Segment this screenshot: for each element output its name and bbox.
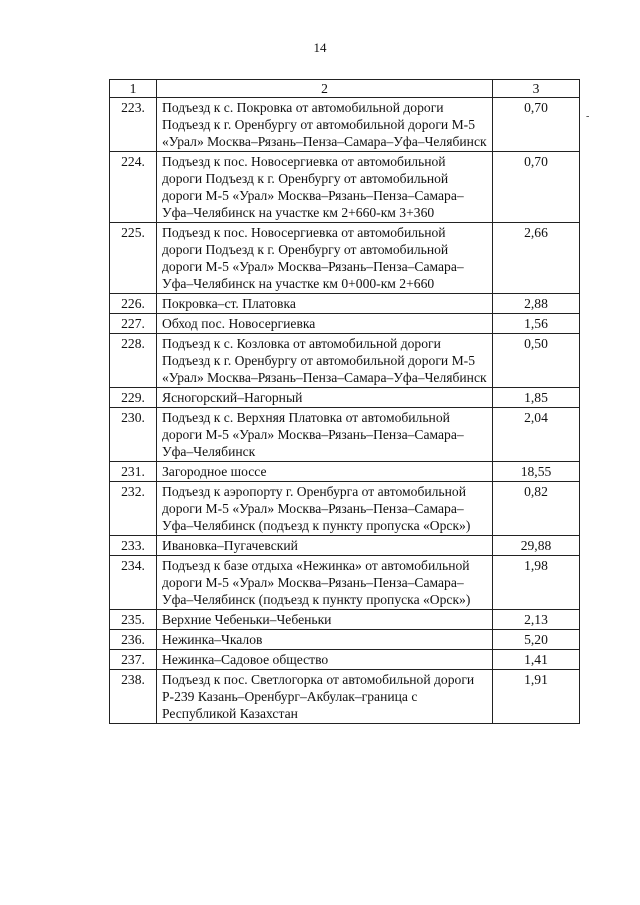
road-name: Нежинка–Чкалов bbox=[157, 630, 493, 650]
road-length: 2,04 bbox=[493, 408, 580, 462]
road-length: 29,88 bbox=[493, 536, 580, 556]
table-row bbox=[110, 294, 580, 314]
road-name: Подъезд к с. Покровка от автомобильной дороги Подъезд к г. Оренбургу от автомобильной дороги М-5 «Урал» Москва–Рязань–Пенза–Самара–Уфа–Челябинск bbox=[157, 98, 493, 152]
road-name: Ясногорский–Нагорный bbox=[157, 388, 493, 408]
table-header-row bbox=[110, 80, 580, 98]
road-length: 2,13 bbox=[493, 610, 580, 630]
table-row bbox=[110, 610, 580, 630]
table-row bbox=[110, 408, 580, 462]
row-number: 230. bbox=[110, 408, 157, 462]
row-number: 223. bbox=[110, 98, 157, 152]
table-row bbox=[110, 630, 580, 650]
table-row bbox=[110, 670, 580, 724]
header-col-3: 3 bbox=[493, 80, 580, 98]
road-name: Покровка–ст. Платовка bbox=[157, 294, 493, 314]
table-row bbox=[110, 314, 580, 334]
road-name: Обход пос. Новосергиевка bbox=[157, 314, 493, 334]
table-row bbox=[110, 536, 580, 556]
road-length: 2,66 bbox=[493, 223, 580, 294]
row-number: 232. bbox=[110, 482, 157, 536]
roads-table bbox=[109, 79, 580, 724]
road-length: 0,70 bbox=[493, 152, 580, 223]
row-number: 234. bbox=[110, 556, 157, 610]
road-length: 5,20 bbox=[493, 630, 580, 650]
road-name: Подъезд к с. Козловка от автомобильной дороги Подъезд к г. Оренбургу от автомобильной дороги М-5 «Урал» Москва–Рязань–Пенза–Самара–Уфа–Челябинск bbox=[157, 334, 493, 388]
road-name: Верхние Чебеньки–Чебеньки bbox=[157, 610, 493, 630]
road-name: Подъезд к пос. Светлогорка от автомобильной дороги Р-239 Казань–Оренбург–Акбулак–граница с Республикой Казахстан bbox=[157, 670, 493, 724]
table-row bbox=[110, 223, 580, 294]
row-number: 227. bbox=[110, 314, 157, 334]
road-length: 18,55 bbox=[493, 462, 580, 482]
table-row bbox=[110, 462, 580, 482]
table-row bbox=[110, 482, 580, 536]
road-length: 1,56 bbox=[493, 314, 580, 334]
table-row bbox=[110, 334, 580, 388]
road-name: Загородное шоссе bbox=[157, 462, 493, 482]
stray-mark: - bbox=[586, 111, 590, 122]
road-name: Подъезд к с. Верхняя Платовка от автомобильной дороги М-5 «Урал» Москва–Рязань–Пенза–Самара–Уфа–Челябинск bbox=[157, 408, 493, 462]
row-number: 231. bbox=[110, 462, 157, 482]
road-length: 1,85 bbox=[493, 388, 580, 408]
header-col-1: 1 bbox=[110, 80, 157, 98]
row-number: 236. bbox=[110, 630, 157, 650]
row-number: 228. bbox=[110, 334, 157, 388]
row-number: 225. bbox=[110, 223, 157, 294]
table-row bbox=[110, 650, 580, 670]
road-name: Подъезд к аэропорту г. Оренбурга от автомобильной дороги М-5 «Урал» Москва–Рязань–Пенза–Самара–Уфа–Челябинск (подъезд к пункту пропуска «Орск») bbox=[157, 482, 493, 536]
road-length: 1,41 bbox=[493, 650, 580, 670]
row-number: 237. bbox=[110, 650, 157, 670]
road-length: 0,70 bbox=[493, 98, 580, 152]
table-row bbox=[110, 98, 580, 152]
road-name: Подъезд к пос. Новосергиевка от автомобильной дороги Подъезд к г. Оренбургу от автомобильной дороги М-5 «Урал» Москва–Рязань–Пенза–Самара–Уфа–Челябинск на участке км 0+000-км 2+660 bbox=[157, 223, 493, 294]
row-number: 233. bbox=[110, 536, 157, 556]
row-number: 238. bbox=[110, 670, 157, 724]
road-name: Подъезд к пос. Новосергиевка от автомобильной дороги Подъезд к г. Оренбургу от автомобильной дороги М-5 «Урал» Москва–Рязань–Пенза–Самара–Уфа–Челябинск на участке км 2+660-км 3+360 bbox=[157, 152, 493, 223]
road-length: 0,82 bbox=[493, 482, 580, 536]
table-row bbox=[110, 388, 580, 408]
road-length: 2,88 bbox=[493, 294, 580, 314]
road-length: 1,91 bbox=[493, 670, 580, 724]
road-length: 0,50 bbox=[493, 334, 580, 388]
road-name: Подъезд к базе отдыха «Нежинка» от автомобильной дороги М-5 «Урал» Москва–Рязань–Пенза–Самара–Уфа–Челябинск (подъезд к пункту пропуска «Орск») bbox=[157, 556, 493, 610]
row-number: 226. bbox=[110, 294, 157, 314]
header-col-2: 2 bbox=[157, 80, 493, 98]
row-number: 224. bbox=[110, 152, 157, 223]
row-number: 229. bbox=[110, 388, 157, 408]
row-number: 235. bbox=[110, 610, 157, 630]
table-row bbox=[110, 152, 580, 223]
road-length: 1,98 bbox=[493, 556, 580, 610]
road-name: Ивановка–Пугачевский bbox=[157, 536, 493, 556]
page-number: 14 bbox=[313, 40, 327, 55]
road-name: Нежинка–Садовое общество bbox=[157, 650, 493, 670]
table-row bbox=[110, 556, 580, 610]
